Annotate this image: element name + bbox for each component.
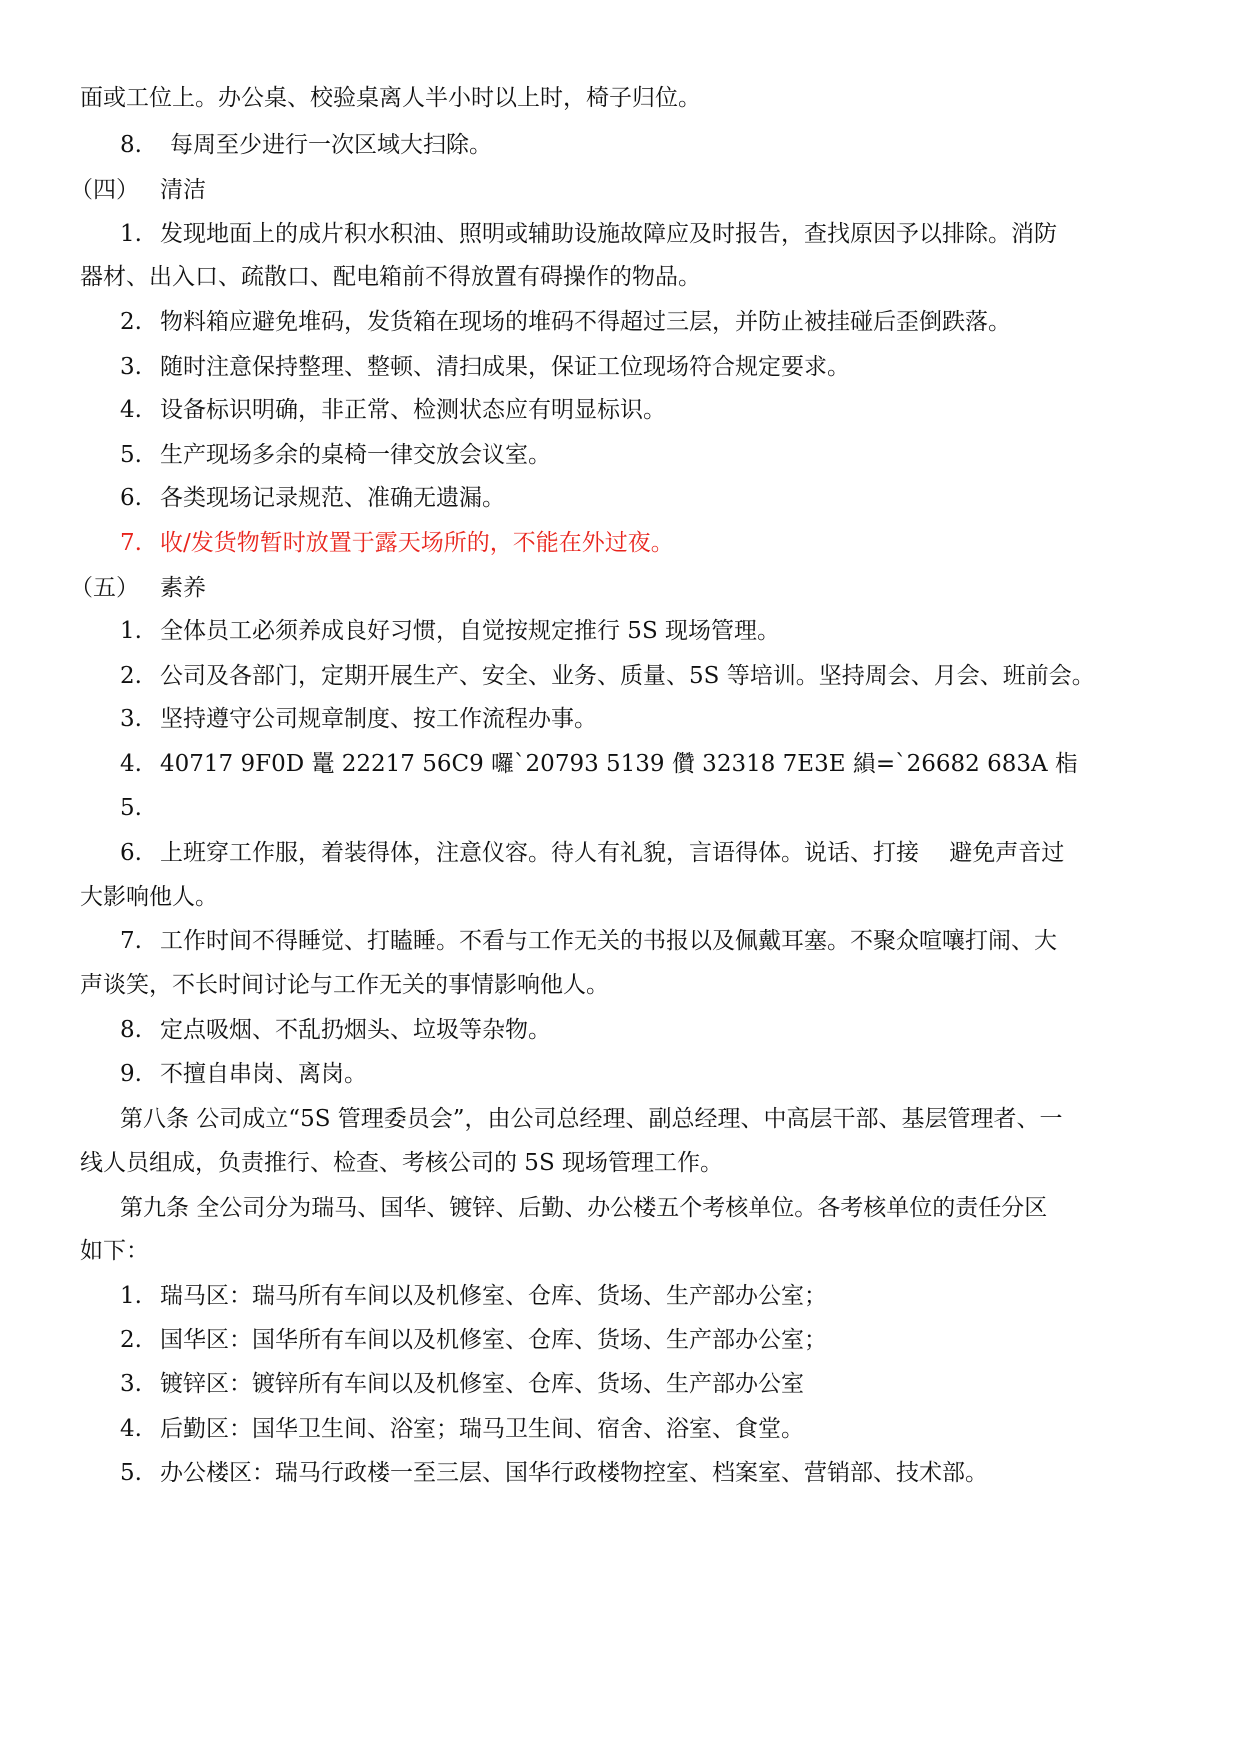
item-text: 设备标识明确，非正常、检测状态应有明显标识。 (160, 397, 666, 423)
list-item-2 (0, 304, 1241, 340)
item-text: 办公楼区：瑞马行政楼一至三层、国华行政楼物控室、档案室、营销部、技术部。 (160, 1460, 988, 1486)
list-item-6 (0, 480, 1241, 516)
line-text: 声谈笑，不长时间讨论与工作无关的事情影响他人。 (80, 972, 609, 998)
list-item-1 (0, 216, 1241, 252)
item-text: 瑞马区：瑞马所有车间以及机修室、仓库、货场、生产部办公室； (160, 1283, 827, 1309)
item-number: 1. (120, 1283, 142, 1309)
item-number: 3. (120, 1371, 142, 1397)
section-heading-discipline (0, 570, 1241, 606)
item-text: 40717 9F0D 鼍 22217 56C9 囉`20793 5139 儹 32318 7E3E 縜=`26682 683A 栺 (160, 751, 1078, 777)
item-number: 2. (120, 663, 142, 689)
item-number: 5. (120, 442, 142, 468)
item-text: 物料箱应避免堆码，发货箱在现场的堆码不得超过三层，并防止被挂碰后歪倒跌落。 (160, 309, 1011, 335)
article-9 (0, 1190, 1241, 1226)
item-text: 后勤区：国华卫生间、浴室；瑞马卫生间、宿舍、浴室、食堂。 (160, 1416, 804, 1442)
item-text: 每周至少进行一次区域大扫除。 (170, 132, 492, 158)
list-item-8 (0, 1012, 1241, 1048)
item-number: 7. (120, 530, 142, 556)
item-number: 3. (120, 354, 142, 380)
item-number: 7. (120, 928, 142, 954)
zone-item-1 (0, 1278, 1241, 1314)
list-item-5 (0, 790, 1241, 826)
item-number: 9. (120, 1061, 142, 1087)
item-text: 不擅自串岗、离岗。 (160, 1061, 367, 1087)
item-text: 工作时间不得睡觉、打瞌睡。不看与工作无关的书报以及佩戴耳塞。不聚众喧嚷打闹、大 (160, 928, 1057, 954)
list-item-2 (0, 658, 1241, 694)
item-text: 上班穿工作服，着装得体，注意仪容。待人有礼貌，言语得体。说话、打接 避免声音过 (160, 840, 1065, 866)
article-text: 第八条 公司成立“5S 管理委员会”，由公司总经理、副总经理、中高层干部、基层管理者、一 (120, 1106, 1063, 1132)
list-item-3 (0, 701, 1241, 737)
zone-item-2 (0, 1322, 1241, 1358)
item-text: 镀锌区：镀锌所有车间以及机修室、仓库、货场、生产部办公室 (160, 1371, 804, 1397)
zone-item-3 (0, 1366, 1241, 1402)
item-number: 1. (120, 618, 142, 644)
list-item-4 (0, 746, 1241, 782)
item-text: 生产现场多余的桌椅一律交放会议室。 (160, 442, 551, 468)
article-text: 第九条 全公司分为瑞马、国华、镀锌、后勤、办公楼五个考核单位。各考核单位的责任分区 (120, 1195, 1048, 1221)
list-item-7 (0, 923, 1241, 959)
item-text: 定点吸烟、不乱扔烟头、垃圾等杂物。 (160, 1017, 551, 1043)
item-number: 4. (120, 1416, 142, 1442)
list-item-4 (0, 392, 1241, 428)
item-text: 各类现场记录规范、准确无遗漏。 (160, 485, 505, 511)
item-number: 8. (120, 1017, 142, 1043)
item-number: 4. (120, 397, 142, 423)
section-number: （四） (70, 177, 139, 203)
list-item-9 (0, 1056, 1241, 1092)
section-number: （五） (70, 575, 139, 601)
item-text: 随时注意保持整理、整顿、清扫成果，保证工位现场符合规定要求。 (160, 354, 850, 380)
item-text: 收/发货物暂时放置于露天场所的，不能在外过夜。 (160, 530, 674, 556)
line-text: 如下： (80, 1238, 149, 1264)
item-number: 2. (120, 309, 142, 335)
list-item-8 (0, 127, 1241, 163)
line-text: 大影响他人。 (80, 884, 218, 910)
item-number: 6. (120, 840, 142, 866)
line-text: 面或工位上。办公桌、校验桌离人半小时以上时，椅子归位。 (80, 85, 701, 111)
article-8 (0, 1101, 1241, 1137)
item-number: 6. (120, 485, 142, 511)
list-item-5 (0, 437, 1241, 473)
item-number: 3. (120, 706, 142, 732)
item-number: 8. (120, 132, 142, 158)
item-number: 2. (120, 1327, 142, 1353)
item-number: 5. (120, 795, 142, 821)
item-text: 国华区：国华所有车间以及机修室、仓库、货场、生产部办公室； (160, 1327, 827, 1353)
item-text: 公司及各部门，定期开展生产、安全、业务、质量、5S 等培训。坚持周会、月会、班前会。 (160, 663, 1095, 689)
item-text: 发现地面上的成片积水积油、照明或辅助设施故障应及时报告，查找原因予以排除。消防 (160, 221, 1057, 247)
paragraph-continuation (0, 879, 1241, 915)
section-title: 清洁 (160, 177, 206, 203)
line-text: 线人员组成，负责推行、检查、考核公司的 5S 现场管理工作。 (80, 1150, 724, 1176)
list-item-7-highlighted (0, 525, 1241, 561)
paragraph-continuation (0, 1233, 1241, 1269)
item-text: 全体员工必须养成良好习惯，自觉按规定推行 5S 现场管理。 (160, 618, 781, 644)
section-title: 素养 (160, 575, 206, 601)
item-number: 1. (120, 221, 142, 247)
paragraph-continuation (0, 967, 1241, 1003)
section-heading-cleaning (0, 172, 1241, 208)
item-number: 4. (120, 751, 142, 777)
line-text: 器材、出入口、疏散口、配电箱前不得放置有碍操作的物品。 (80, 264, 701, 290)
list-item-3 (0, 349, 1241, 385)
item-number: 5. (120, 1460, 142, 1486)
paragraph-continuation (0, 80, 1241, 116)
zone-item-5 (0, 1455, 1241, 1491)
paragraph-continuation (0, 1145, 1241, 1181)
list-item-6 (0, 835, 1241, 871)
paragraph-continuation (0, 259, 1241, 295)
zone-item-4 (0, 1411, 1241, 1447)
list-item-1 (0, 613, 1241, 649)
item-text: 坚持遵守公司规章制度、按工作流程办事。 (160, 706, 597, 732)
